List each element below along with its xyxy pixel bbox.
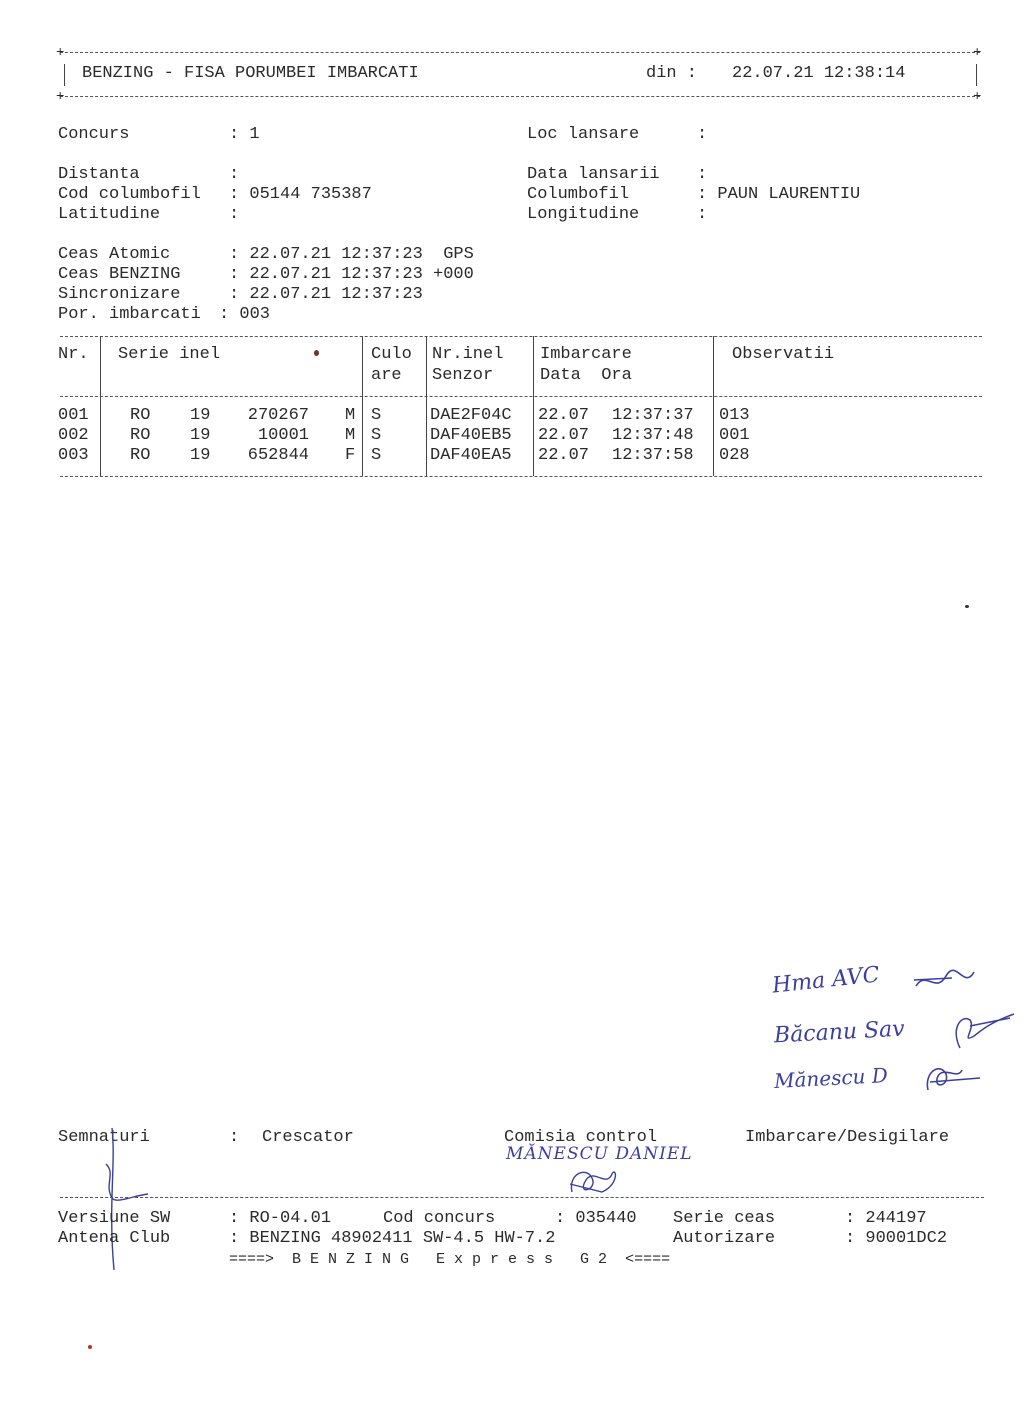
table-header-separator (60, 396, 982, 397)
row-nr: 002 (58, 426, 89, 445)
header-din-value: 22.07.21 12:38:14 (732, 64, 906, 83)
header-right-border (976, 64, 977, 86)
cod-concurs-value: : 035440 (555, 1209, 637, 1228)
row-inel: 10001 (257, 426, 309, 445)
row-data: 22.07 (538, 406, 590, 425)
scan-speck (88, 1345, 92, 1349)
columbofil-label: Columbofil (527, 185, 630, 204)
por-imbarcati-label: Por. imbarcati (58, 305, 201, 324)
semnaturi-label: Semnaturi (58, 1128, 150, 1147)
row-an: 19 (190, 406, 211, 425)
table-col-divider (362, 336, 363, 476)
signature-scribble-2 (940, 1008, 1020, 1054)
row-culoare: S (371, 426, 382, 445)
imbarcare-desigilare-label: Imbarcare/Desigilare (745, 1128, 950, 1147)
table-col-divider (100, 336, 101, 476)
col-header-imbarcare: Imbarcare (540, 345, 632, 364)
ceas-atomic-label: Ceas Atomic (58, 245, 171, 264)
comisia-label: Comisia control (504, 1128, 658, 1147)
header-din-label: din : (646, 64, 698, 83)
handwritten-line-2: Băcanu Sav (773, 1016, 906, 1049)
row-obs: 001 (719, 426, 750, 445)
header-top-border (60, 52, 980, 53)
crescator-label: Crescator (262, 1128, 354, 1147)
benzing-banner: ====> B E N Z I N G E x p r e s s G 2 <==== (229, 1251, 671, 1268)
col-header-nr: Nr. (58, 345, 89, 364)
autorizare-value: : 90001DC2 (845, 1229, 948, 1248)
row-senzor: DAF40EA5 (430, 446, 512, 465)
ceas-atomic-value: : 22.07.21 12:37:23 GPS (229, 245, 474, 264)
header-left-border (64, 64, 65, 86)
comisia-handwritten-name: MĂNESCU DANIEL (506, 1144, 693, 1164)
row-nr: 001 (58, 406, 89, 425)
distanta-value: : (229, 165, 240, 184)
row-an: 19 (190, 426, 211, 445)
row-ora: 12:37:58 (612, 446, 694, 465)
antena-value: : BENZING 48902411 SW-4.5 HW-7.2 (229, 1229, 556, 1248)
col-header-nrinel: Nr.inel (432, 345, 504, 364)
data-lansarii-value: : (697, 165, 708, 184)
data-lansarii-label: Data lansarii (527, 165, 660, 184)
comisia-signature (562, 1162, 628, 1202)
row-sex: M (345, 426, 356, 445)
sincronizare-label: Sincronizare (58, 285, 181, 304)
col-header-senzor: Senzor (432, 366, 494, 385)
longitudine-value: : (697, 205, 708, 224)
table-col-divider (713, 336, 714, 476)
cod-columbofil-label: Cod columbofil (58, 185, 201, 204)
cod-columbofil-value: : 05144 735387 (229, 185, 372, 204)
col-header-culoare: Culo (371, 345, 412, 364)
header-corner-tr: + (973, 45, 982, 61)
header-bottom-border (60, 96, 980, 97)
scan-speck (965, 605, 969, 608)
col-header-data-ora: Data Ora (540, 366, 632, 385)
header-corner-bl: + (56, 89, 65, 105)
row-obs: 013 (719, 406, 750, 425)
header-corner-tl: + (56, 45, 65, 61)
latitudine-label: Latitudine (58, 205, 161, 224)
versiune-label: Versiune SW (58, 1209, 171, 1228)
antena-label: Antena Club (58, 1229, 171, 1248)
table-bottom-border (60, 476, 982, 477)
latitudine-value: : (229, 205, 240, 224)
col-header-observatii: Observatii (732, 345, 835, 364)
ceas-benzing-label: Ceas BENZING (58, 265, 181, 284)
row-senzor: DAF40EB5 (430, 426, 512, 445)
row-tara: RO (130, 446, 151, 465)
handwritten-line-1: Hma AVC (770, 962, 881, 999)
row-culoare: S (371, 406, 382, 425)
longitudine-label: Longitudine (527, 205, 640, 224)
table-col-divider (533, 336, 534, 476)
serie-ceas-value: : 244197 (845, 1209, 927, 1228)
row-data: 22.07 (538, 426, 590, 445)
distanta-label: Distanta (58, 165, 140, 184)
col-header-culoare-2: are (371, 366, 402, 385)
crescator-signature (92, 1124, 154, 1274)
por-imbarcati-value: : 003 (219, 305, 271, 324)
row-senzor: DAE2F04C (430, 406, 512, 425)
row-obs: 028 (719, 446, 750, 465)
row-ora: 12:37:48 (612, 426, 694, 445)
row-tara: RO (130, 406, 151, 425)
concurs-value: : 1 (229, 125, 260, 144)
ink-spot (314, 350, 319, 356)
sincronizare-value: : 22.07.21 12:37:23 (229, 285, 423, 304)
signature-scribble-3 (918, 1056, 984, 1096)
row-inel: 270267 (247, 406, 309, 425)
row-ora: 12:37:37 (612, 406, 694, 425)
loc-lansare-value: : (697, 125, 708, 144)
ceas-benzing-value: : 22.07.21 12:37:23 +000 (229, 265, 474, 284)
concurs-label: Concurs (58, 125, 130, 144)
columbofil-value: : PAUN LAURENTIU (697, 185, 861, 204)
handwritten-line-3: Mănescu D (773, 1063, 889, 1093)
row-tara: RO (130, 426, 151, 445)
loc-lansare-label: Loc lansare (527, 125, 640, 144)
row-sex: F (345, 446, 356, 465)
table-top-border (60, 336, 982, 337)
row-nr: 003 (58, 446, 89, 465)
header-corner-br: + (973, 89, 982, 105)
table-col-divider (426, 336, 427, 476)
semnaturi-colon: : (229, 1128, 240, 1147)
page-title: BENZING - FISA PORUMBEI IMBARCATI (82, 64, 419, 83)
row-sex: M (345, 406, 356, 425)
autorizare-label: Autorizare (673, 1229, 776, 1248)
footer-separator (60, 1197, 984, 1198)
versiune-value: : RO-04.01 (229, 1209, 332, 1228)
signature-scribble-1 (912, 966, 984, 996)
row-data: 22.07 (538, 446, 590, 465)
row-culoare: S (371, 446, 382, 465)
col-header-serie: Serie inel (118, 345, 221, 364)
row-an: 19 (190, 446, 211, 465)
cod-concurs-label: Cod concurs (383, 1209, 496, 1228)
row-inel: 652844 (247, 446, 309, 465)
serie-ceas-label: Serie ceas (673, 1209, 776, 1228)
